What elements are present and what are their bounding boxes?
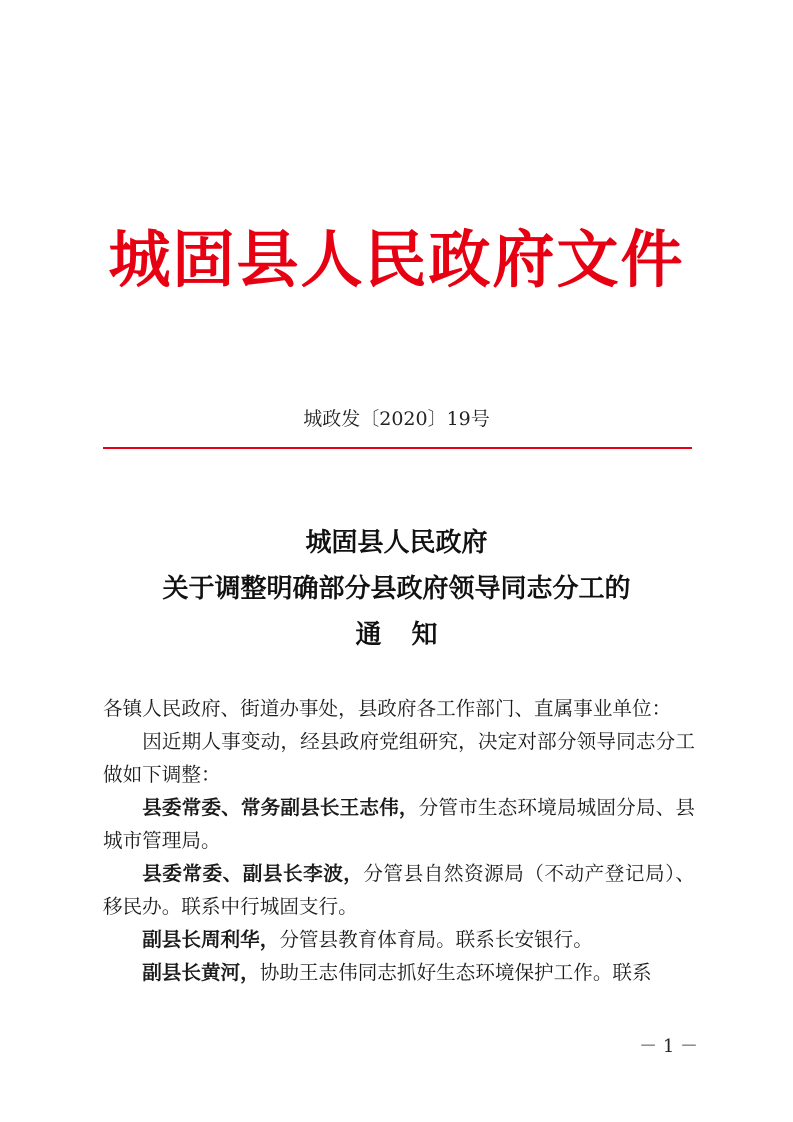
notice-title [0, 520, 793, 658]
notice-title-line-2: 关于调整明确部分县政府领导同志分工的 [162, 574, 631, 604]
red-divider-line [103, 447, 692, 449]
notice-title-line-3: 通知 [355, 620, 468, 650]
assignment-paragraph [103, 791, 695, 857]
intro-paragraph: 因近期人事变动，经县政府党组研究，决定对部分领导同志分工做如下调整： [103, 730, 695, 786]
assignment-lead: 副县长黄河， [142, 961, 260, 984]
page-number: － 1 － [639, 1036, 698, 1057]
assignment-paragraph [103, 956, 695, 989]
document-number: 城政发〔2020〕19号 [303, 408, 490, 430]
notice-title-line-1: 城固县人民政府 [305, 528, 488, 558]
assignment-lead: 县委常委、副县长李波， [142, 862, 364, 885]
assignment-paragraph [103, 857, 695, 923]
notice-body [103, 692, 695, 989]
document-header-title: 城固县人民政府文件 [108, 223, 685, 296]
assignment-text: 协助王志伟同志抓好生态环境保护工作。联系 [259, 961, 652, 984]
salutation: 各镇人民政府、街道办事处，县政府各工作部门、直属事业单位： [103, 697, 672, 720]
assignment-lead: 副县长周利华， [142, 928, 280, 951]
assignment-paragraph [103, 923, 695, 956]
assignment-text: 分管市生态环境局城固分局、县城市管理局。 [103, 796, 696, 852]
assignment-lead: 县委常委、常务副县长王志伟， [142, 796, 419, 819]
assignment-text: 分管县教育体育局。联系长安银行。 [279, 928, 593, 951]
assignment-text: 分管县自然资源局（不动产登记局）、移民办。联系中行城固支行。 [103, 862, 696, 918]
